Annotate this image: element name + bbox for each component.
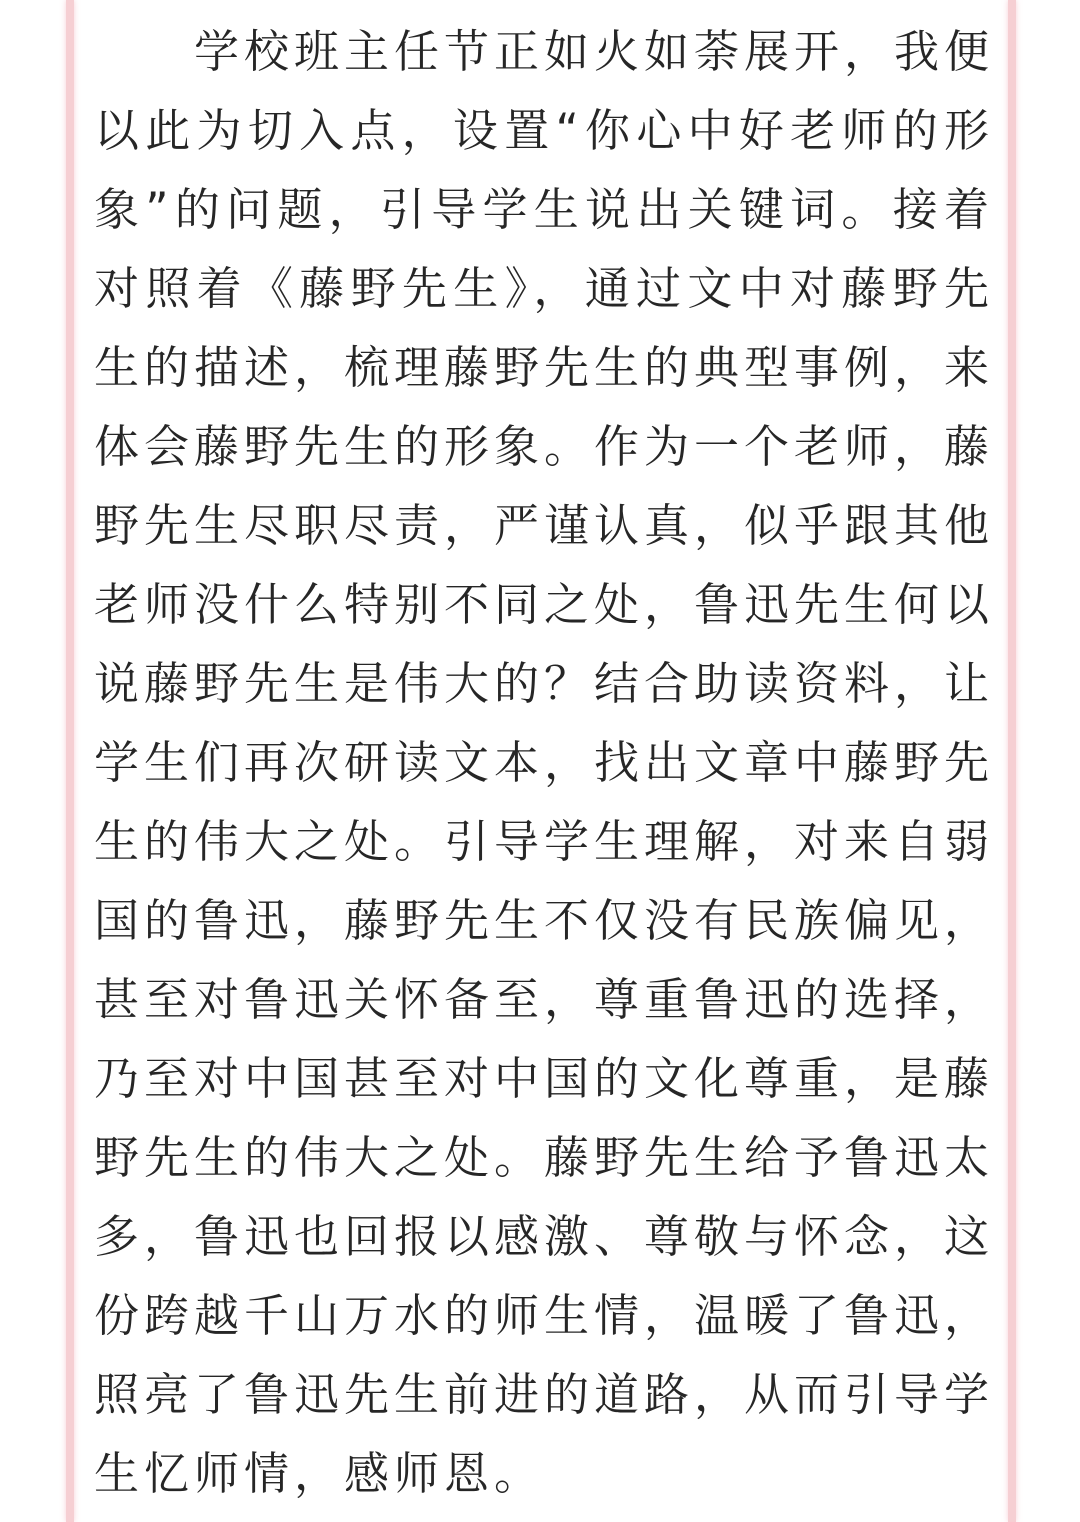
paragraph-line: 野先生的伟大之处。藤野先生给予鲁迅太 (94, 1131, 995, 1184)
paragraph-line: 说藤野先生是伟大的？结合助读资料，让 (94, 657, 995, 710)
paragraph-line: 老师没什么特别不同之处，鲁迅先生何以 (94, 578, 995, 631)
paragraph-line: 生的描述，梳理藤野先生的典型事例，来 (94, 341, 995, 394)
paragraph-line: 国的鲁迅，藤野先生不仅没有民族偏见， (94, 894, 995, 947)
paragraph-line: 多，鲁迅也回报以感激、尊敬与怀念，这 (94, 1210, 995, 1263)
left-border-decoration (66, 0, 74, 1522)
paragraph-line: 份跨越千山万水的师生情，温暖了鲁迅， (94, 1289, 995, 1342)
paragraph-line: 象”的问题，引导学生说出关键词。接着 (94, 183, 994, 236)
paragraph-line: 甚至对鲁迅关怀备至，尊重鲁迅的选择， (94, 973, 995, 1026)
paragraph-line: 学校班主任节正如火如荼展开，我便 (194, 25, 995, 78)
paragraph-line: 照亮了鲁迅先生前进的道路，从而引导学 (94, 1368, 995, 1421)
paragraph-line: 生的伟大之处。引导学生理解，对来自弱 (94, 815, 995, 868)
paragraph-line: 以此为切入点，设置“你心中好老师的形 (94, 104, 994, 157)
right-border-decoration (1008, 0, 1016, 1522)
paragraph-line: 野先生尽职尽责，严谨认真，似乎跟其他 (94, 499, 995, 552)
paragraph-line: 学生们再次研读文本，找出文章中藤野先 (94, 736, 995, 789)
paragraph-line: 体会藤野先生的形象。作为一个老师，藤 (94, 420, 995, 473)
paragraph-line: 乃至对中国甚至对中国的文化尊重，是藤 (94, 1052, 995, 1105)
article-body (94, 12, 994, 1513)
paragraph-line: 对照着《藤野先生》，通过文中对藤野先 (94, 262, 994, 315)
paragraph-line: 生忆师情，感师恩。 (94, 1447, 545, 1500)
